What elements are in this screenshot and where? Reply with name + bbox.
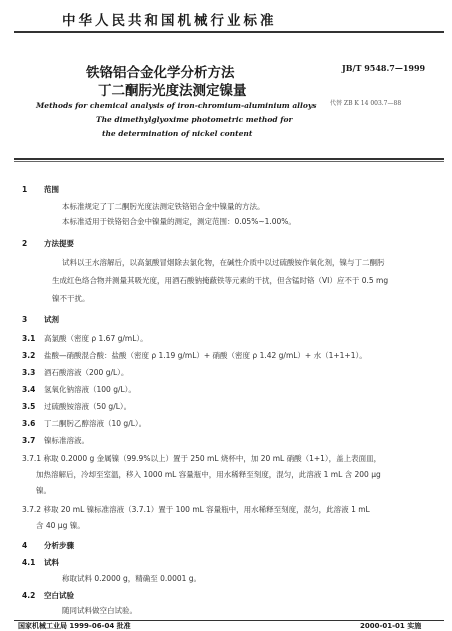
section-4-2-para: 随同试料做空白试验。 [62, 606, 137, 615]
title-cn-line1: 铁铬铝合金化学分析方法 [86, 65, 235, 81]
title-en-line3: the determination of nickel content [102, 129, 253, 138]
approval-note: 国家机械工业局 1999-06-04 批准 [18, 622, 131, 630]
section-3-heading: 3 试剂 [22, 315, 59, 324]
standard-header: 中华人民共和国机械行业标准 [62, 13, 277, 29]
title-rule [14, 158, 444, 160]
title-rule-thin [14, 161, 444, 162]
title-cn-line2: 丁二酮肟光度法测定镍量 [98, 83, 247, 99]
title-en-line1: Methods for chemical analysis of iron-chromium-aluminium alloys [36, 101, 317, 110]
reagent-item: 3.7 镍标准溶液。 [22, 436, 89, 445]
reagent-3-7-1-line-3: 镍。 [36, 486, 51, 495]
section-4-2-heading: 4.2 空白试验 [22, 591, 74, 600]
reagent-3-7-1-line-1: 3.7.1 称取 0.2000 g 金属镍（99.9%以上）置于 250 mL 烧杯中，加 20 mL 硝酸（1+1），盖上表面皿， [22, 454, 382, 463]
section-2-line-2: 生成红色络合物并测量其吸光度，用酒石酸钠掩蔽铁等元素的干扰，但含锰时铬（VI）应不于 0.5 mg [52, 276, 389, 285]
section-2-line-3: 镍不干扰。 [52, 294, 90, 303]
title-en-line2: The dimethylglyoxime photometric method for [96, 115, 293, 124]
section-4-1-para: 称取试料 0.2000 g，精确至 0.0001 g。 [62, 574, 202, 583]
implementation-date: 2000-01-01 实施 [360, 622, 422, 630]
section-2-line-1: 试料以王水溶解后，以高氯酸冒烟除去氯化物，在碱性介质中以过硫酸铵作氧化剂，镍与丁二酮肟 [62, 258, 385, 267]
standard-number: JB/T 9548.7—1999 [342, 63, 426, 73]
section-2-heading: 2 方法提要 [22, 239, 74, 248]
reagent-item: 3.6 丁二酮肟乙醇溶液（10 g/L）。 [22, 419, 147, 428]
replaces-standard: 代替 ZB K 14 003.7—88 [330, 100, 402, 107]
reagent-3-7-1-line-2: 加热溶解后，冷却至室温，移入 1000 mL 容量瓶中，用水稀释至刻度，混匀，此溶液 1 mL 含 200 μg [36, 470, 381, 479]
reagent-item: 3.4 氢氧化钠溶液（100 g/L）。 [22, 385, 136, 394]
header-rule [14, 31, 444, 33]
section-4-1-heading: 4.1 试料 [22, 558, 59, 567]
reagent-3-7-2-line-1: 3.7.2 移取 20 mL 镍标准溶液（3.7.1）置于 100 mL 容量瓶中，用水稀释至刻度，混匀，此溶液 1 mL [22, 505, 370, 514]
reagent-item: 3.3 酒石酸溶液（200 g/L）。 [22, 368, 129, 377]
section-4-heading: 4 分析步骤 [22, 541, 74, 550]
reagent-item: 3.2 盐酸—硝酸混合酸：盐酸（密度 ρ 1.19 g/mL）+ 硝酸（密度 ρ 1.42 g/mL）+ 水（1+1+1）。 [22, 351, 367, 360]
section-1-heading: 1 范围 [22, 185, 59, 194]
reagent-item: 3.1 高氯酸（密度 ρ 1.67 g/mL）。 [22, 334, 148, 343]
section-1-para-2: 本标准适用于铁铬铝合金中镍量的测定，测定范围：0.05%~1.00%。 [62, 217, 296, 226]
reagent-3-7-2-line-2: 含 40 μg 镍。 [36, 521, 85, 530]
section-1-para-1: 本标准规定了丁二酮肟光度法测定铁铬铝合金中镍量的方法。 [62, 202, 265, 211]
reagent-item: 3.5 过硫酸铵溶液（50 g/L）。 [22, 402, 132, 411]
